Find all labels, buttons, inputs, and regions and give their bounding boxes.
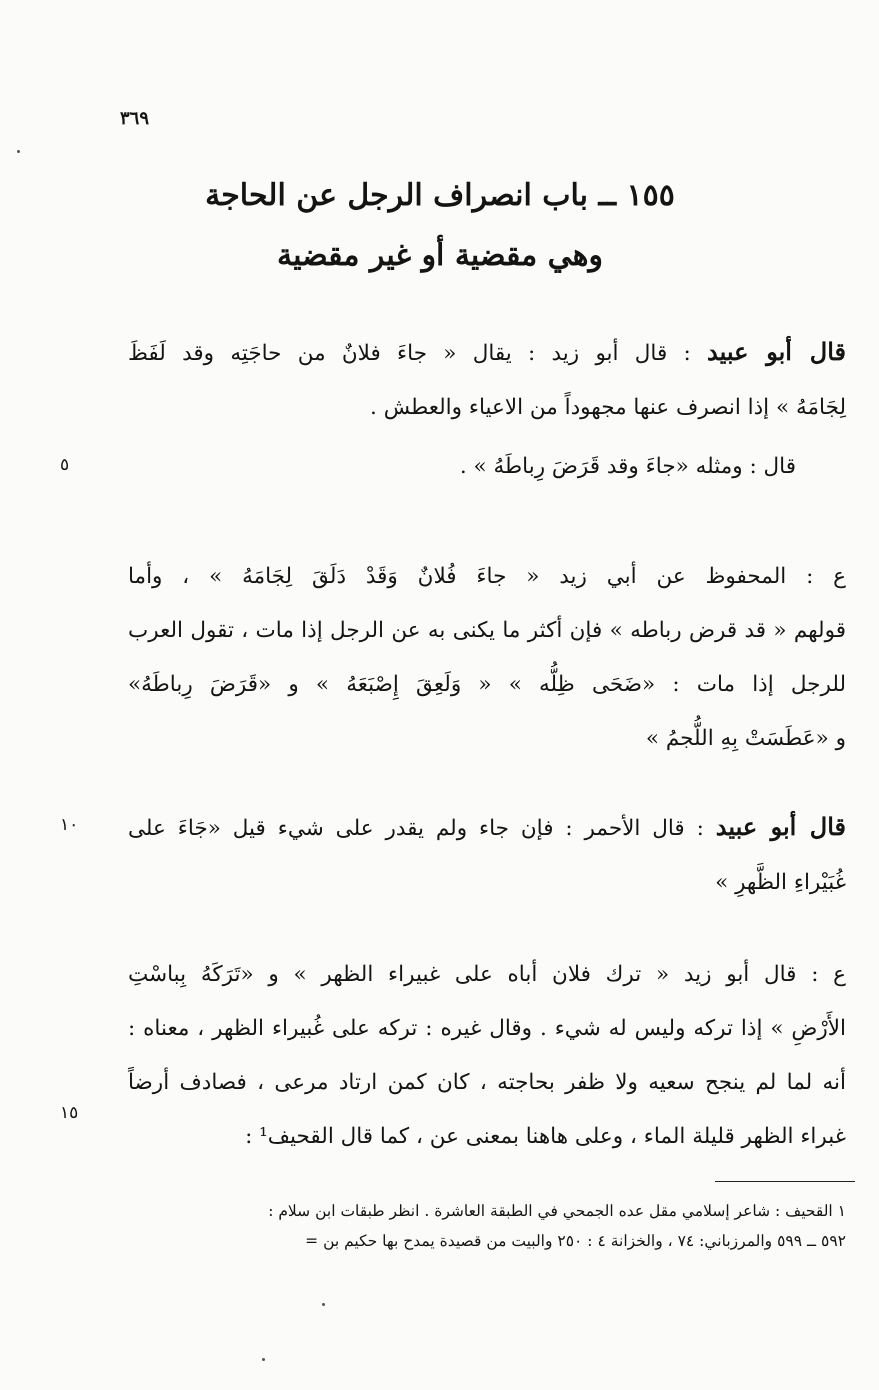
speaker-label: قال أبو عبيد <box>707 337 846 366</box>
scan-speck <box>322 1303 325 1306</box>
chapter-heading <box>130 166 750 286</box>
line-text: قولهم « قد قرض رباطه » فإن أكثر ما يكنى به عن الرجل إذا مات ، تقول العرب <box>128 618 846 643</box>
paragraph-line <box>128 800 846 856</box>
line-text: قال : ومثله «جاءَ وقد قَرَضَ رِباطَهُ » . <box>459 454 796 479</box>
footnotes <box>128 1196 846 1256</box>
margin-line-number: ١٥ <box>60 1103 79 1123</box>
speaker-label: قال أبو عبيد <box>715 812 846 841</box>
paragraph-ain-2 <box>128 948 846 1164</box>
paragraph-wa-mithluhu <box>128 440 846 494</box>
margin-line-number: ٥ <box>60 455 70 475</box>
paragraph-line <box>128 712 846 766</box>
line-text: : قال الأحمر : فإن جاء ولم يقدر على شيء قيل «جَاءَ على <box>128 816 704 841</box>
page-number: ٣٦٩ <box>120 108 150 129</box>
line-text: لِجَامَهُ » إذا انصرف عنها مجهوداً من الاعياء والعطش . <box>370 395 846 420</box>
line-text: ع : قال أبو زيد « ترك فلان أباه على غبيراء الظهر » و «تَرَكَهُ بِباسْتِ <box>128 962 846 987</box>
line-text: غُبَيْراءِ الظَّهرِ » <box>715 870 846 895</box>
line-text: ع : المحفوظ عن أبي زيد « جاءَ فُلانٌ وَقَدْ دَلَقَ لِجَامَهُ » ، وأما <box>128 564 846 589</box>
line-text: أنه لما لم ينجح سعيه ولا ظفر بحاجته ، كان كمن ارتاد مرعى ، فصادف أرضاً <box>128 1070 846 1095</box>
chapter-heading-line-1: ١٥٥ ــ باب انصراف الرجل عن الحاجة <box>205 178 675 213</box>
paragraph-abu-ubaid-2 <box>128 800 846 910</box>
line-text: الأَرْضِ » إذا تركه وليس له شيء . وقال غيره : تركه على غُبيراء الظهر ، معناه : <box>128 1016 846 1041</box>
footnote-separator <box>715 1181 855 1182</box>
paragraph-line <box>128 381 846 435</box>
paragraph-ain-1 <box>128 550 846 766</box>
paragraph-line <box>128 856 846 910</box>
paragraph-line <box>128 604 846 658</box>
footnote-line: ٥٩٢ ــ ٥٩٩ والمرزباني: ٧٤ ، والخزانة ٤ : ٢٥٠ والبيت من قصيدة يمدح بها حكيم بن = <box>305 1232 846 1250</box>
paragraph-line <box>128 440 846 494</box>
paragraph-line <box>128 1056 846 1110</box>
paragraph-line <box>128 948 846 1002</box>
footnote-line: ١ القحيف : شاعر إسلامي مقل عده الجمحي في الطبقة العاشرة . انظر طبقات ابن سلام : <box>268 1202 846 1220</box>
paragraph-abu-ubaid-1 <box>128 325 846 435</box>
paragraph-line <box>128 1110 846 1164</box>
paragraph-line <box>128 550 846 604</box>
scan-speck <box>262 1358 265 1361</box>
line-text: غبراء الظهر قليلة الماء ، وعلى هاهنا بمعنى عن ، كما قال القحيف¹ : <box>245 1124 846 1149</box>
line-text: للرجل إذا مات : «ضَحَى ظِلُّه » « وَلَعِقَ إِصْبَعَهُ » و «قَرَضَ رِباطَهُ» <box>128 672 846 697</box>
line-text: و «عَطَسَتْ بِهِ اللُّجمُ » <box>645 726 846 751</box>
paragraph-line <box>128 1002 846 1056</box>
chapter-heading-line-2: وهي مقضية أو غير مقضية <box>276 238 603 273</box>
paragraph-line <box>128 325 846 381</box>
line-text: : قال أبو زيد : يقال « جاءَ فلانٌ من حاجَتِه وقد لَفَظَ <box>128 341 691 366</box>
paragraph-line <box>128 658 846 712</box>
margin-line-number: ١٠ <box>60 815 79 835</box>
scan-speck <box>17 150 20 153</box>
